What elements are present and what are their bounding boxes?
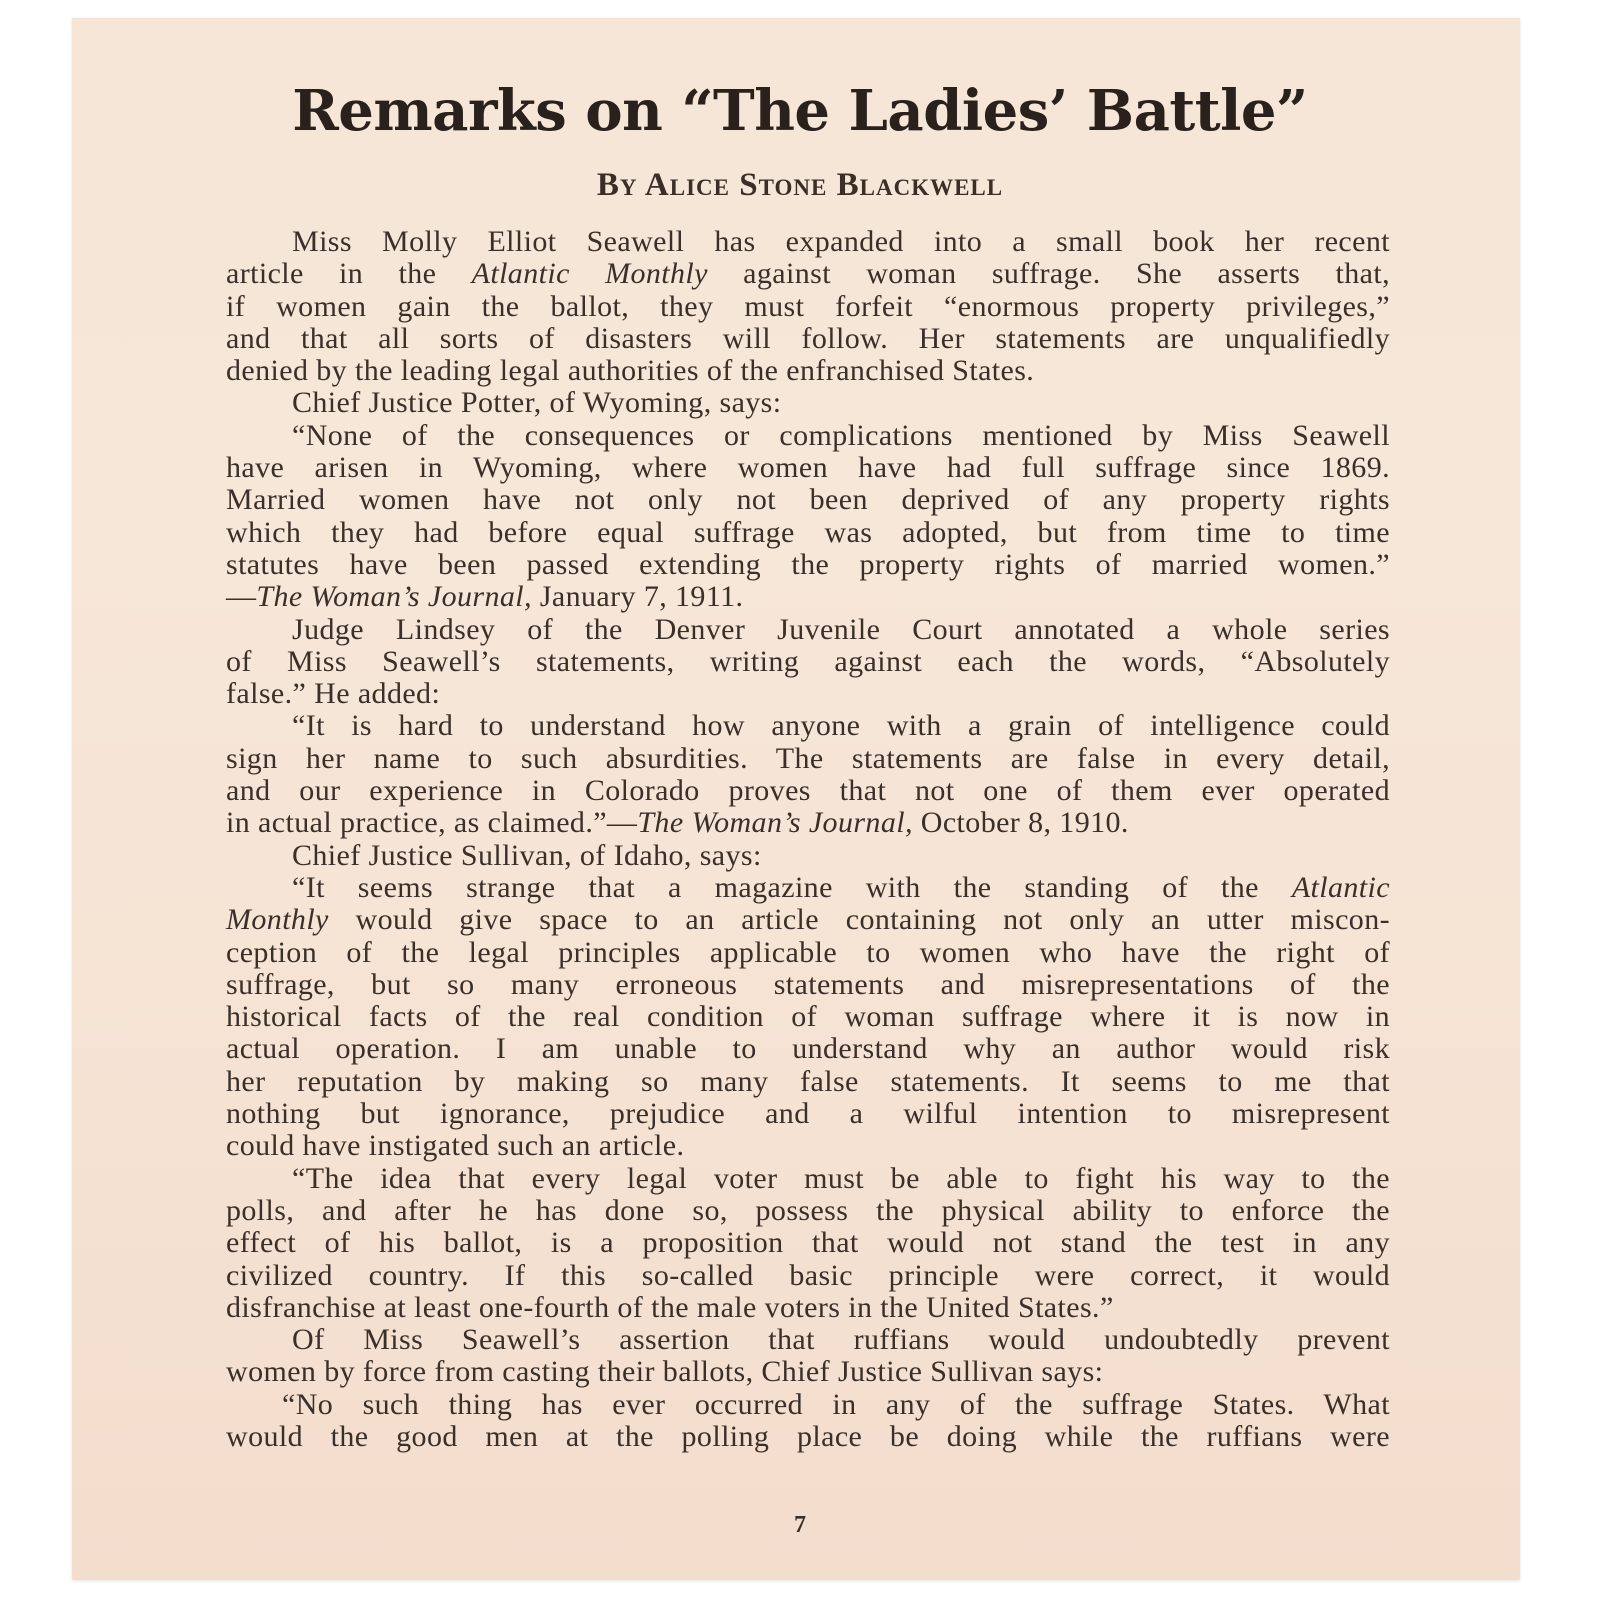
text-run: have arisen in Wyoming, where women have had full suffrage since 1869. (226, 451, 1390, 485)
text-run: and our experience in Colorado proves that not one of them ever operated (226, 774, 1390, 808)
text-run: would the good men at the polling place be doing while the ruffians were (226, 1419, 1390, 1453)
text-run: against woman suffrage. She asserts that, (707, 257, 1390, 291)
text-line (226, 549, 1390, 581)
text-run: Chief Justice Potter, of Wyoming, says: (292, 386, 782, 420)
text-run: and that all sorts of disasters will follow. Her statements are unqualifiedly (226, 321, 1390, 355)
text-run: “None of the consequences or complications mentioned by Miss Seawell (292, 418, 1390, 452)
text-line (226, 1195, 1390, 1227)
text-run: her reputation by making so many false statements. It seems to me that (226, 1064, 1390, 1098)
text-run: sign her name to such absurdities. The statements are false in every detail, (226, 741, 1390, 775)
text-line (226, 1130, 1390, 1162)
text-run: would give space to an article containing not only an utter miscon- (328, 903, 1390, 937)
text-run: Chief Justice Sullivan, of Idaho, says: (292, 838, 762, 872)
text-run: could have instigated such an article. (226, 1129, 685, 1163)
text-line (226, 904, 1390, 936)
text-line (226, 581, 1390, 613)
text-run: January 7, 1911. (531, 580, 744, 614)
text-line (226, 743, 1390, 775)
text-line (226, 323, 1390, 355)
text-run: — (226, 580, 257, 614)
text-run: “The idea that every legal voter must be able to fight his way to the (292, 1161, 1390, 1195)
text-run: if women gain the ballot, they must forfeit “enormous property privileges,” (226, 289, 1390, 323)
text-line (226, 226, 1390, 258)
text-run: ception of the legal principles applicable to women who have the right of (226, 935, 1390, 969)
article-body (226, 226, 1390, 1453)
text-line (226, 1421, 1390, 1453)
text-run: historical facts of the real condition of woman suffrage where it is now in (226, 1000, 1390, 1034)
text-line (226, 1292, 1390, 1324)
text-run: Judge Lindsey of the Denver Juvenile Court annotated a whole series (292, 612, 1390, 646)
text-run: Of Miss Seawell’s assertion that ruffians would undoubtedly prevent (292, 1323, 1390, 1357)
text-run: of Miss Seawell’s statements, writing against each the words, “Absolutely (226, 644, 1390, 678)
article-title: Remarks on “The Ladies’ Battle” (292, 78, 1308, 144)
text-line (226, 614, 1390, 646)
italic-text: Atlantic (1291, 870, 1390, 904)
page-number: 7 (794, 1512, 806, 1538)
italic-text: The Woman’s Journal, (637, 806, 913, 840)
text-line (226, 937, 1390, 969)
text-line (226, 1001, 1390, 1033)
text-run: false.” He added: (226, 677, 441, 711)
text-run: in actual practice, as claimed.”— (226, 806, 638, 840)
text-line (226, 1227, 1390, 1259)
text-run: Miss Molly Elliot Seawell has expanded into a small book her recent (292, 225, 1390, 258)
italic-text: The Woman’s Journal, (256, 580, 532, 614)
text-line (226, 678, 1390, 710)
text-line (226, 1324, 1390, 1356)
italic-text: Monthly (226, 903, 329, 937)
text-run: denied by the leading legal authorities of the enfranchised States. (226, 354, 1035, 388)
text-line (226, 387, 1390, 419)
text-run: “No such thing has ever occurred in any of the suffrage States. What (282, 1387, 1390, 1421)
text-run: “It seems strange that a magazine with the standing of the (292, 870, 1292, 904)
text-line (226, 1066, 1390, 1098)
text-run: statutes have been passed extending the property rights of married women.” (226, 547, 1390, 581)
text-line (226, 1098, 1390, 1130)
text-line (226, 710, 1390, 742)
text-run: effect of his ballot, is a proposition that would not stand the test in any (226, 1226, 1390, 1260)
text-line (226, 484, 1390, 516)
text-line (226, 420, 1390, 452)
text-line (226, 355, 1390, 387)
text-run: which they had before equal suffrage was adopted, but from time to time (226, 515, 1390, 549)
article-byline: By Alice Stone Blackwell (596, 167, 1004, 203)
text-run: civilized country. If this so-called basic principle were correct, it would (226, 1258, 1390, 1292)
text-line (226, 452, 1390, 484)
text-line (226, 1356, 1390, 1388)
text-run: actual operation. I am unable to understand why an author would risk (226, 1032, 1390, 1066)
text-line (226, 1033, 1390, 1065)
text-line (226, 1260, 1390, 1292)
text-run: nothing but ignorance, prejudice and a wilful intention to misrepresent (226, 1097, 1390, 1131)
text-line (226, 840, 1390, 872)
text-run: polls, and after he has done so, possess the physical ability to enforce the (226, 1193, 1390, 1227)
text-run: disfranchise at least one-fourth of the male voters in the United States.” (226, 1290, 1114, 1324)
text-line (226, 775, 1390, 807)
text-line (226, 646, 1390, 678)
text-run: article in the (226, 257, 472, 291)
text-run: Married women have not only not been deprived of any property rights (226, 483, 1390, 517)
text-line (226, 291, 1390, 323)
text-line (226, 258, 1390, 290)
text-line (226, 1163, 1390, 1195)
text-line (226, 872, 1390, 904)
text-run: “It is hard to understand how anyone with a grain of intelligence could (292, 709, 1390, 743)
italic-text: Atlantic Monthly (471, 257, 708, 291)
text-run: October 8, 1910. (912, 806, 1129, 840)
text-line (226, 969, 1390, 1001)
text-run: suffrage, but so many erroneous statements and misrepresentations of the (226, 967, 1390, 1001)
text-line (226, 807, 1390, 839)
text-line (226, 517, 1390, 549)
text-line (226, 1389, 1390, 1421)
text-run: women by force from casting their ballots, Chief Justice Sullivan says: (226, 1355, 1104, 1389)
